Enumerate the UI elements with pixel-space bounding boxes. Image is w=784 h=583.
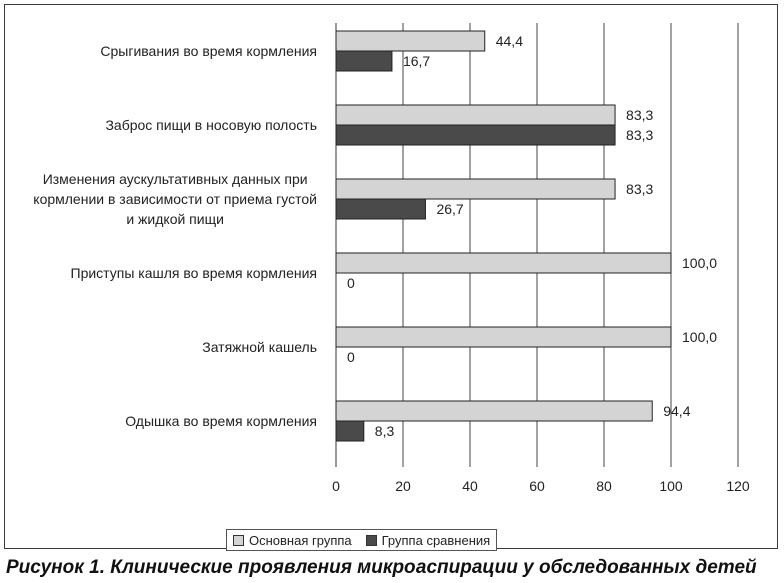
category-label xyxy=(33,169,317,229)
bar xyxy=(336,179,615,199)
bar xyxy=(336,125,615,145)
x-tick-label: 20 xyxy=(395,478,411,494)
category-label-line: кормлении в зависимости от приема густой xyxy=(33,191,317,207)
category-label-line: Заброс пищи в носовую полость xyxy=(105,117,317,133)
category-label-line: Срыгивания во время кормления xyxy=(100,43,317,59)
legend-item-comparison xyxy=(366,533,491,548)
data-label: 0 xyxy=(347,275,355,291)
data-label: 8,3 xyxy=(374,423,395,439)
x-tick-label: 100 xyxy=(659,478,683,494)
data-label: 83,3 xyxy=(626,107,654,123)
category-label-line: и жидкой пищи xyxy=(126,211,224,227)
category-label xyxy=(105,115,317,135)
figure-caption: Рисунок 1. Клинические проявления микроаспирации у обследованных детей xyxy=(6,557,757,578)
data-label: 26,7 xyxy=(436,201,464,217)
data-label: 94,4 xyxy=(663,403,691,419)
data-label: 83,3 xyxy=(626,127,654,143)
category-label xyxy=(71,263,318,283)
chart-frame xyxy=(4,4,778,549)
category-label-line: Затяжной кашель xyxy=(202,339,317,355)
legend-item-main xyxy=(233,533,352,548)
bar xyxy=(336,327,671,347)
bar xyxy=(336,31,485,51)
x-tick-label: 120 xyxy=(726,478,750,494)
legend-swatch-comparison xyxy=(366,535,377,546)
category-label xyxy=(100,41,317,61)
data-label: 44,4 xyxy=(495,33,523,49)
x-tick-label: 0 xyxy=(332,478,340,494)
x-tick-label: 60 xyxy=(529,478,545,494)
legend xyxy=(226,529,497,551)
category-label-line: Приступы кашля во время кормления xyxy=(70,265,317,281)
data-label: 100,0 xyxy=(682,255,718,271)
bar xyxy=(336,401,652,421)
data-label: 100,0 xyxy=(682,329,718,345)
category-label-line: Изменения аускультативных данных при xyxy=(42,171,308,187)
data-label: 16,7 xyxy=(402,53,431,69)
data-label: 83,3 xyxy=(626,181,654,197)
legend-label-comparison: Группа сравнения xyxy=(381,532,491,548)
x-tick-label: 40 xyxy=(462,478,478,494)
x-tick-label: 80 xyxy=(596,478,612,494)
legend-label-main: Основная группа xyxy=(249,532,352,548)
bar xyxy=(336,105,615,125)
bar xyxy=(336,421,364,441)
bar xyxy=(336,253,671,273)
category-label-line: Одышка во время кормления xyxy=(125,413,317,429)
category-label xyxy=(202,337,317,357)
bar xyxy=(336,199,425,219)
data-label: 0 xyxy=(347,349,355,365)
category-label xyxy=(125,411,317,431)
bar xyxy=(336,51,392,71)
legend-swatch-main xyxy=(233,535,244,546)
